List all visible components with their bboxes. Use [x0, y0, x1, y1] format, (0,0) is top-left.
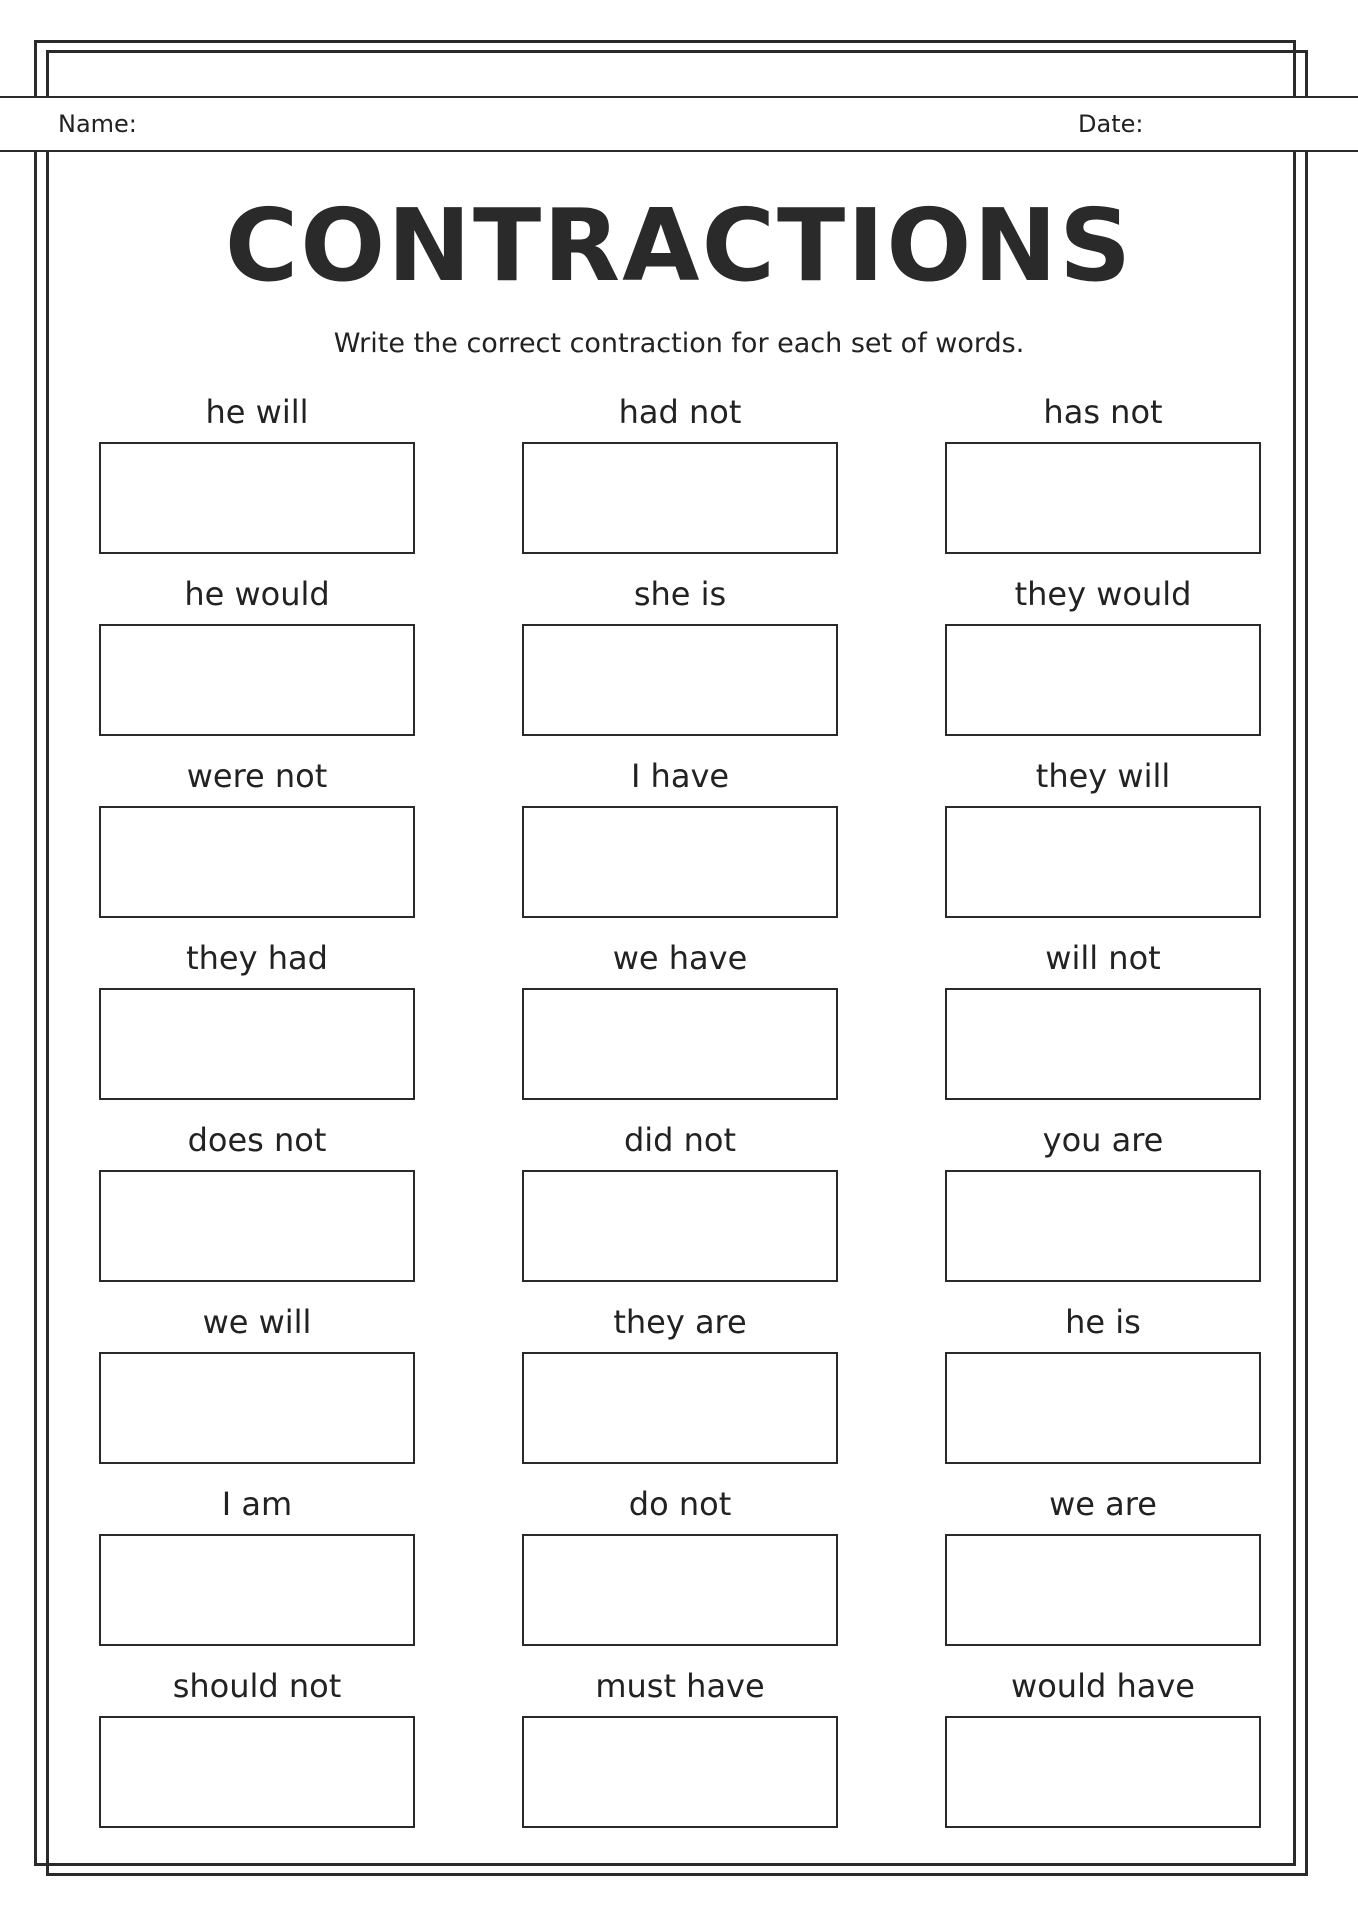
contraction-item	[99, 756, 415, 926]
item-label: will not	[1045, 939, 1161, 977]
contraction-item	[522, 392, 838, 562]
item-label: they had	[186, 939, 328, 977]
item-label: they would	[1014, 575, 1192, 613]
contraction-item	[99, 1666, 415, 1836]
item-label: they will	[1035, 757, 1171, 795]
contraction-item	[522, 756, 838, 926]
contraction-item	[99, 574, 415, 744]
item-label: did not	[623, 1121, 737, 1159]
item-label: would have	[1011, 1667, 1195, 1705]
answer-box[interactable]	[945, 442, 1261, 554]
contraction-item	[522, 574, 838, 744]
answer-box[interactable]	[99, 1534, 415, 1646]
answer-box[interactable]	[99, 1170, 415, 1282]
answer-box[interactable]	[522, 1352, 838, 1464]
answer-box[interactable]	[99, 624, 415, 736]
answer-box[interactable]	[522, 1534, 838, 1646]
item-label: has not	[1043, 393, 1163, 431]
item-label: he is	[1065, 1303, 1141, 1341]
answer-box[interactable]	[945, 624, 1261, 736]
contraction-item	[945, 574, 1261, 744]
contraction-item	[522, 1666, 838, 1836]
answer-box[interactable]	[945, 988, 1261, 1100]
contraction-item	[945, 1666, 1261, 1836]
answer-box[interactable]	[99, 1716, 415, 1828]
item-label: she is	[633, 575, 727, 613]
answer-box[interactable]	[99, 1352, 415, 1464]
contraction-item	[945, 938, 1261, 1108]
contraction-item	[99, 938, 415, 1108]
answer-box[interactable]	[99, 442, 415, 554]
item-label: we have	[612, 939, 748, 977]
item-label: you are	[1042, 1121, 1164, 1159]
answer-box[interactable]	[522, 806, 838, 918]
instructions: Write the correct contraction for each set of words.	[333, 328, 1025, 359]
contraction-item	[522, 1302, 838, 1472]
answer-box[interactable]	[945, 1352, 1261, 1464]
item-label: I have	[630, 757, 730, 795]
name-label[interactable]: Name:	[58, 110, 137, 138]
contraction-item	[99, 1484, 415, 1654]
item-label: should not	[172, 1667, 342, 1705]
answer-box[interactable]	[99, 988, 415, 1100]
answer-box[interactable]	[522, 1170, 838, 1282]
contraction-item	[522, 1484, 838, 1654]
date-label[interactable]: Date:	[1078, 110, 1144, 138]
item-label: must have	[595, 1667, 765, 1705]
item-label: he will	[205, 393, 309, 431]
item-label: do not	[628, 1485, 732, 1523]
item-label: we will	[202, 1303, 312, 1341]
item-label: I am	[221, 1485, 293, 1523]
answer-box[interactable]	[945, 1534, 1261, 1646]
answer-box[interactable]	[522, 624, 838, 736]
contraction-item	[99, 392, 415, 562]
item-label: he would	[184, 575, 330, 613]
contraction-item	[945, 1302, 1261, 1472]
contraction-item	[99, 1302, 415, 1472]
worksheet-title: CONTRACTIONS	[224, 187, 1134, 304]
answer-box[interactable]	[522, 442, 838, 554]
answer-box[interactable]	[522, 988, 838, 1100]
answer-box[interactable]	[945, 806, 1261, 918]
contraction-item	[945, 756, 1261, 926]
contraction-item	[945, 1120, 1261, 1290]
contraction-item	[945, 1484, 1261, 1654]
item-label: we are	[1049, 1485, 1157, 1523]
answer-box[interactable]	[522, 1716, 838, 1828]
answer-box[interactable]	[945, 1170, 1261, 1282]
item-label: were not	[186, 757, 328, 795]
contraction-item	[945, 392, 1261, 562]
answer-box[interactable]	[945, 1716, 1261, 1828]
answer-box[interactable]	[99, 806, 415, 918]
item-label: had not	[618, 393, 742, 431]
contraction-item	[99, 1120, 415, 1290]
item-label: they are	[613, 1303, 747, 1341]
contraction-item	[522, 938, 838, 1108]
contraction-item	[522, 1120, 838, 1290]
item-label: does not	[187, 1121, 327, 1159]
